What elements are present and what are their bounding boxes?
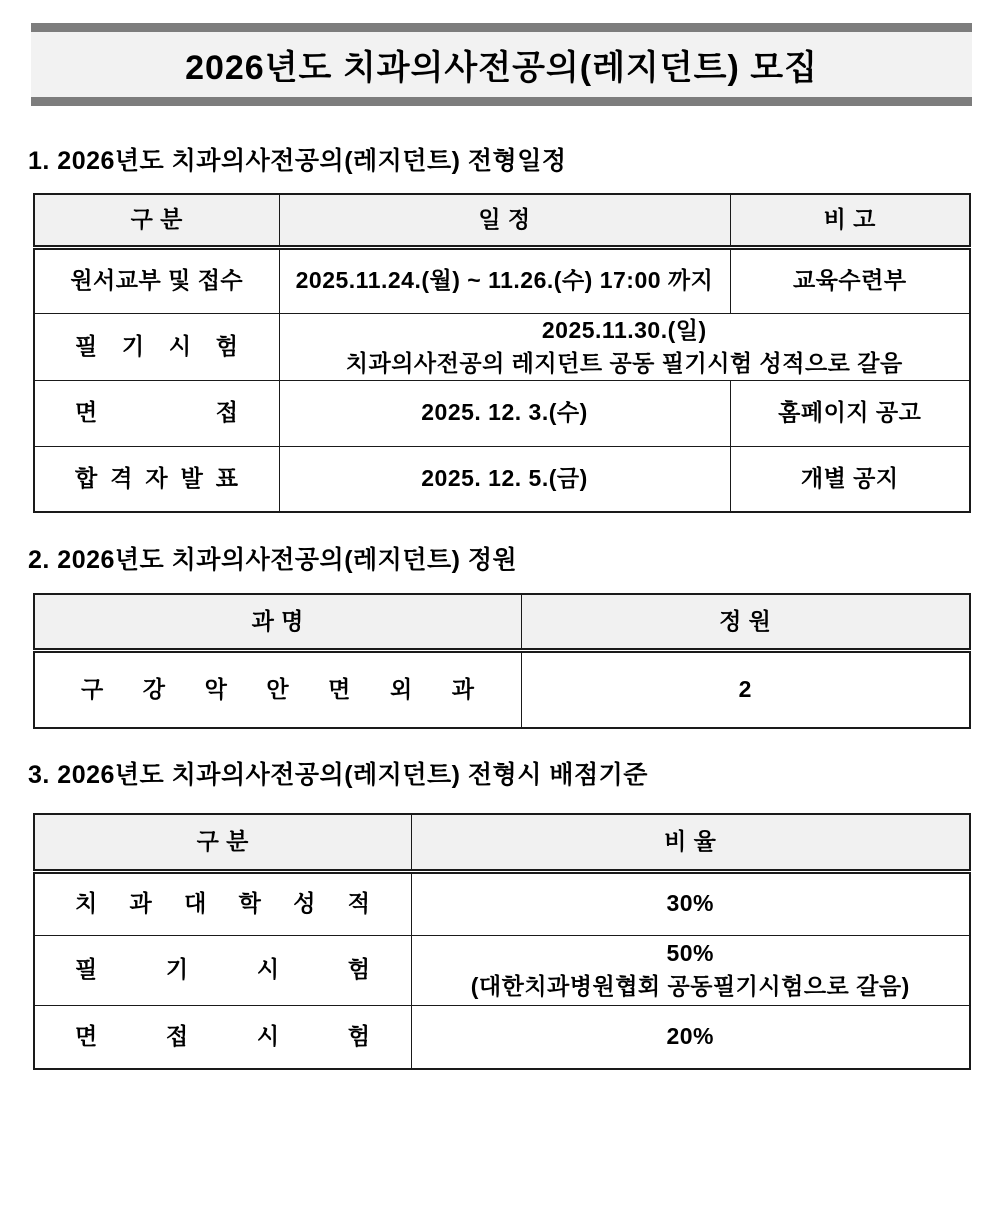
quota-section [0, 545, 998, 729]
quota-col-department: 과 명 [34, 594, 521, 650]
schedule-header-row [34, 194, 970, 247]
title-banner [31, 23, 972, 106]
criteria-row-written-exam [34, 935, 970, 1005]
schedule-written-exam-category-text: 필 기 시 험 [75, 332, 239, 359]
schedule-heading: 1. 2026년도 치과의사전공의(레지던트) 전형일정 [28, 147, 567, 175]
quota-value-cell: 2 [521, 650, 970, 728]
document-title: 2026년도 치과의사전공의(레지던트) 모집 [185, 49, 818, 87]
criteria-row-interview-exam [34, 1005, 970, 1069]
schedule-application-note: 교육수련부 [730, 247, 970, 313]
criteria-section [0, 760, 998, 1070]
criteria-grades-category [34, 871, 411, 935]
quota-department-cell [34, 650, 521, 728]
criteria-table [33, 813, 971, 1070]
document-page [0, 23, 998, 1223]
schedule-row-interview [34, 380, 970, 446]
quota-heading: 2. 2026년도 치과의사전공의(레지던트) 정원 [28, 546, 518, 574]
schedule-col-note: 비 고 [730, 194, 970, 247]
schedule-row-announcement [34, 446, 970, 512]
schedule-written-exam-date-line2: 치과의사전공의 레지던트 공동 필기시험 성적으로 갈음 [345, 349, 903, 376]
criteria-col-category: 구 분 [34, 814, 411, 871]
schedule-announcement-category-text: 합 격 자 발 표 [75, 465, 239, 492]
criteria-interview-exam-category [34, 1005, 411, 1069]
quota-table [33, 593, 971, 729]
schedule-section [0, 146, 998, 513]
schedule-announcement-note: 개별 공지 [730, 446, 970, 512]
quota-header-row [34, 594, 970, 650]
schedule-interview-category [34, 380, 279, 446]
schedule-row-written-exam [34, 313, 970, 380]
schedule-table [33, 193, 971, 513]
criteria-written-exam-category [34, 935, 411, 1005]
criteria-grades-ratio: 30% [411, 871, 970, 935]
quota-col-quota: 정 원 [521, 594, 970, 650]
schedule-application-date: 2025.11.24.(월) ~ 11.26.(수) 17:00 까지 [279, 247, 730, 313]
criteria-row-dental-school-grades [34, 871, 970, 935]
schedule-interview-date: 2025. 12. 3.(수) [279, 380, 730, 446]
schedule-written-exam-date [279, 313, 970, 380]
schedule-row-application [34, 247, 970, 313]
title-box [31, 32, 972, 97]
schedule-interview-category-text: 면 접 [75, 399, 239, 426]
criteria-heading: 3. 2026년도 치과의사전공의(레지던트) 전형시 배점기준 [28, 761, 648, 789]
criteria-written-exam-ratio-line2: (대한치과병원협회 공동필기시험으로 갈음) [470, 973, 910, 999]
criteria-written-exam-ratio-line1: 50% [666, 940, 715, 966]
schedule-col-category: 구 분 [34, 194, 279, 247]
title-bottom-bar [31, 97, 972, 106]
criteria-header-row [34, 814, 970, 871]
criteria-written-exam-category-text: 필 기 시 험 [75, 956, 371, 983]
schedule-col-date: 일 정 [279, 194, 730, 247]
quota-department-text: 구 강 악 안 면 외 과 [81, 676, 475, 703]
criteria-col-ratio: 비 율 [411, 814, 970, 871]
criteria-interview-exam-ratio: 20% [411, 1005, 970, 1069]
schedule-announcement-category [34, 446, 279, 512]
schedule-interview-note: 홈페이지 공고 [730, 380, 970, 446]
schedule-written-exam-category [34, 313, 279, 380]
title-top-bar [31, 23, 972, 32]
criteria-grades-category-text: 치 과 대 학 성 적 [75, 890, 371, 917]
quota-row-oral-maxillofacial-surgery [34, 650, 970, 728]
criteria-written-exam-ratio [411, 935, 970, 1005]
schedule-written-exam-date-line1: 2025.11.30.(일) [541, 316, 707, 343]
schedule-application-category: 원서교부 및 접수 [34, 247, 279, 313]
criteria-interview-exam-category-text: 면 접 시 험 [75, 1023, 371, 1050]
schedule-announcement-date: 2025. 12. 5.(금) [279, 446, 730, 512]
